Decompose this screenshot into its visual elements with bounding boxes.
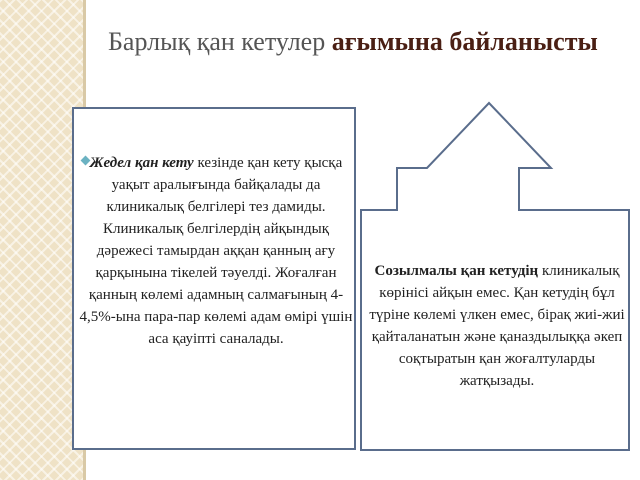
- chronic-bleeding-text: [366, 260, 628, 392]
- acute-bleeding-body: кезінде қан кету қысқа уақыт аралығында байқалады да клиникалық белгілері тез дамиды. Клиникалық белгілердің айқындық дәрежесі тамырдан аққан қанның ағу қарқынына тікелей тәуелді. Жоғалған қанның көлемі адамның салмағының 4-4,5%-ына пара-пар көлемі адам өмірі үшін аса қауіпті саналады.: [79, 155, 353, 347]
- acute-bleeding-lead: Жедел қан кету: [89, 155, 194, 171]
- chronic-bleeding-body: клиникалық көрінісі айқын емес. Қан кетудің бұл түріне көлемі үлкен емес, бірақ жиі-жиі қайталанатын және қаназдылыққа әкеп соқтыратын қан жоғалтуларды жатқызады.: [369, 263, 625, 389]
- chronic-bleeding-lead: Созылмалы қан кетудің: [374, 263, 539, 279]
- title-prefix: Барлық қан кетулер: [108, 27, 326, 56]
- title-accent: ағымына байланысты: [331, 27, 598, 56]
